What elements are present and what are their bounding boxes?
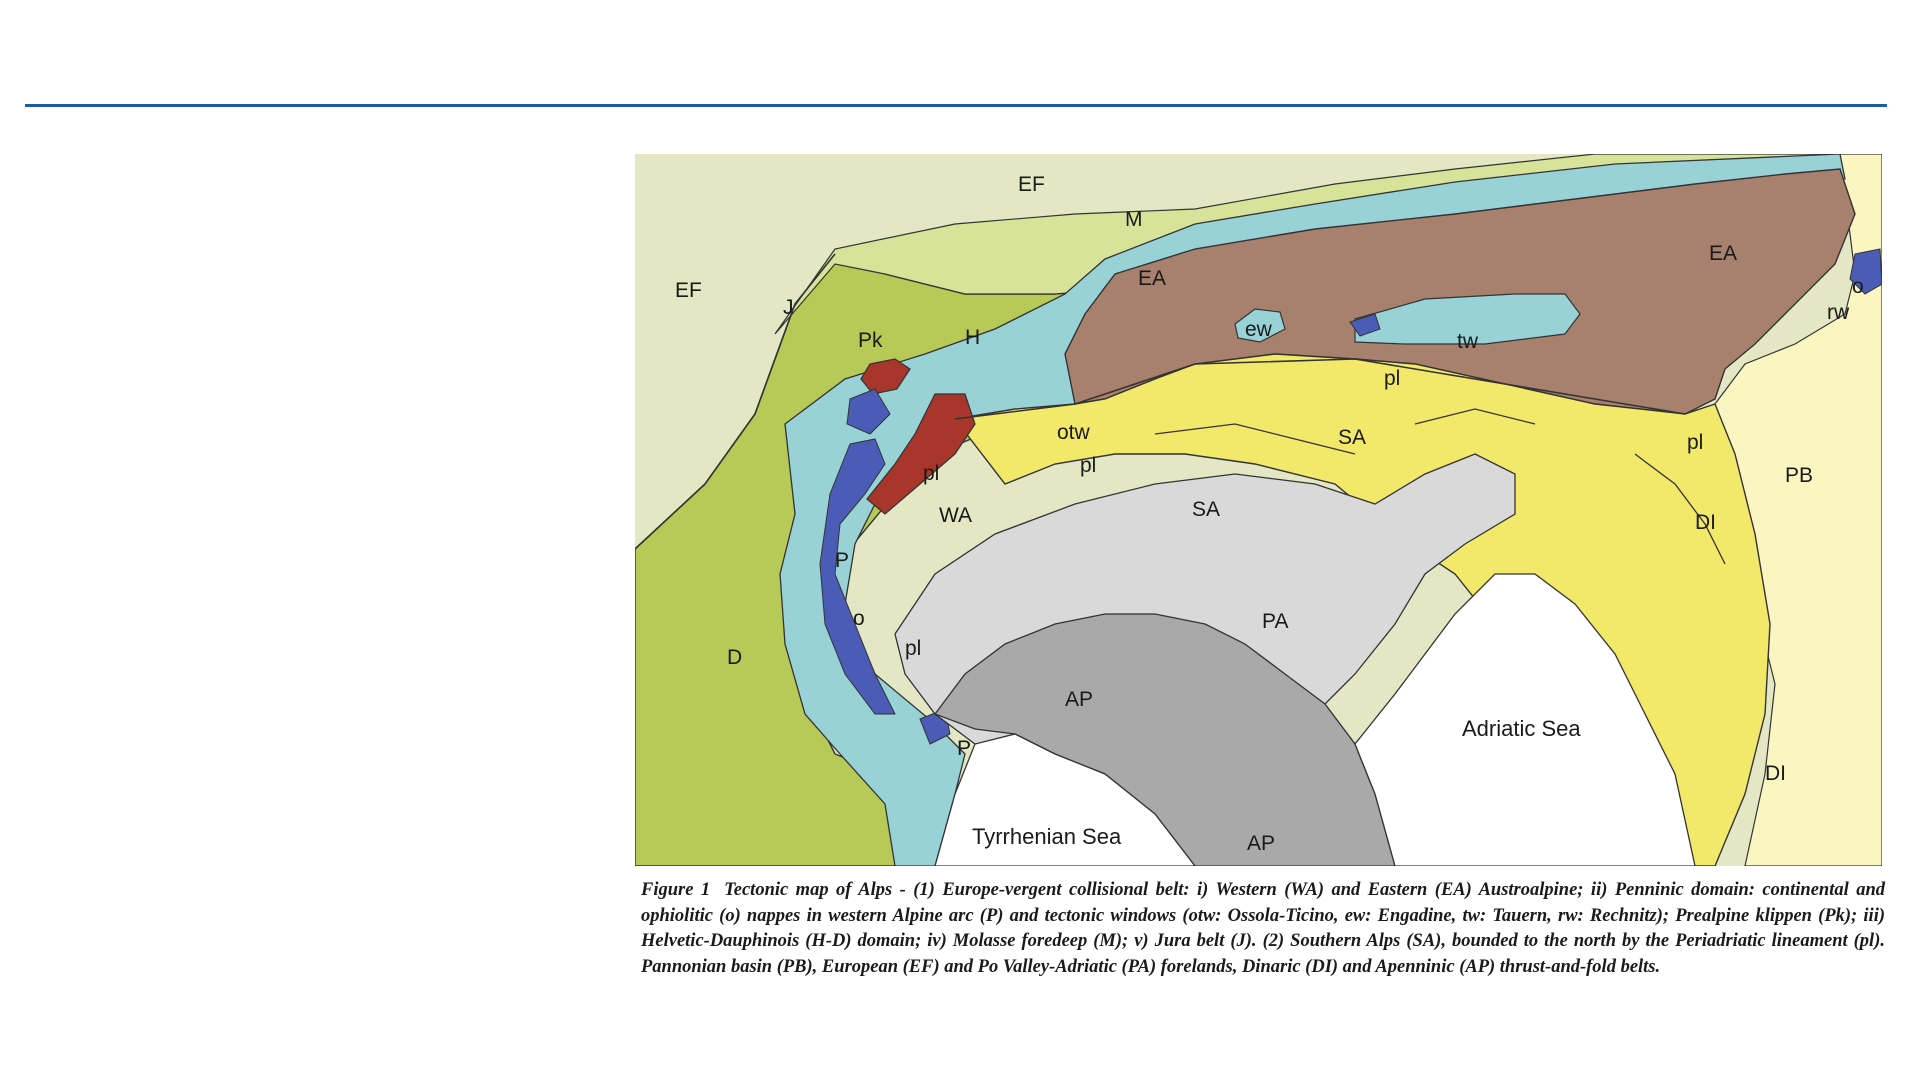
label-o-1: o — [1852, 275, 1864, 298]
label-pb: PB — [1785, 464, 1814, 487]
label-wa: WA — [939, 504, 973, 527]
label-rw: rw — [1827, 301, 1850, 324]
label-m: M — [1125, 208, 1143, 231]
label-p-1: P — [835, 549, 850, 572]
tectonic-map — [635, 154, 1882, 866]
label-p-2: P — [957, 737, 972, 760]
label-h: H — [965, 326, 981, 349]
figure-number: Figure 1 — [641, 880, 711, 900]
label-ap-1: AP — [1065, 688, 1094, 711]
label-pa: PA — [1262, 610, 1289, 633]
label-di-2: DI — [1765, 762, 1786, 785]
label-ew: ew — [1245, 318, 1272, 341]
caption-text: Tectonic map of Alps - (1) Europe-vergent collisional belt: i) Western (WA) and Eastern (EA) Austroalpine; ii) Penninic domain: continental and ophiolitic (o) nappes in western Alpine arc (P) and tectonic windows (otw: Ossola-Ticino, ew: Engadine, tw: Tauern, rw: Rechnitz); Prealpine klippen (Pk); iii) Helvetic-Dauphinois (H-D) domain; iv) Molasse foredeep (M); v) Jura belt (J). (2) Southern Alps (SA), bounded to the north by the Periadriatic lineament (pl). Pannonian basin (PB), European (EF) and Po Valley-Adriatic (PA) forelands, Dinaric (DI) and Apenninic (AP) thrust-and-fold belts. — [641, 880, 1885, 977]
label-sa-1: SA — [1338, 426, 1367, 449]
label-o-2: o — [853, 607, 865, 630]
label-pk: Pk — [858, 329, 883, 352]
label-pl-5: pl — [905, 637, 922, 660]
label-pl-2: pl — [1687, 431, 1704, 454]
figure-caption — [641, 878, 1885, 980]
label-pl-4: pl — [923, 462, 940, 485]
label-ef-left: EF — [675, 279, 702, 302]
label-j: J — [783, 296, 794, 319]
label-sa-2: SA — [1192, 498, 1221, 521]
label-di-1: DI — [1695, 511, 1716, 534]
label-adriatic-sea: Adriatic Sea — [1462, 716, 1581, 741]
label-tw: tw — [1457, 330, 1478, 353]
header-rule — [25, 104, 1887, 107]
label-pl-1: pl — [1384, 367, 1401, 390]
label-d: D — [727, 646, 743, 669]
label-otw: otw — [1057, 421, 1090, 444]
label-tyrrhenian-sea: Tyrrhenian Sea — [972, 824, 1122, 849]
label-pl-3: pl — [1080, 454, 1097, 477]
label-ef-top: EF — [1018, 173, 1045, 196]
label-ea-1: EA — [1138, 267, 1167, 290]
label-ea-2: EA — [1709, 242, 1738, 265]
label-ap-2: AP — [1247, 832, 1276, 855]
